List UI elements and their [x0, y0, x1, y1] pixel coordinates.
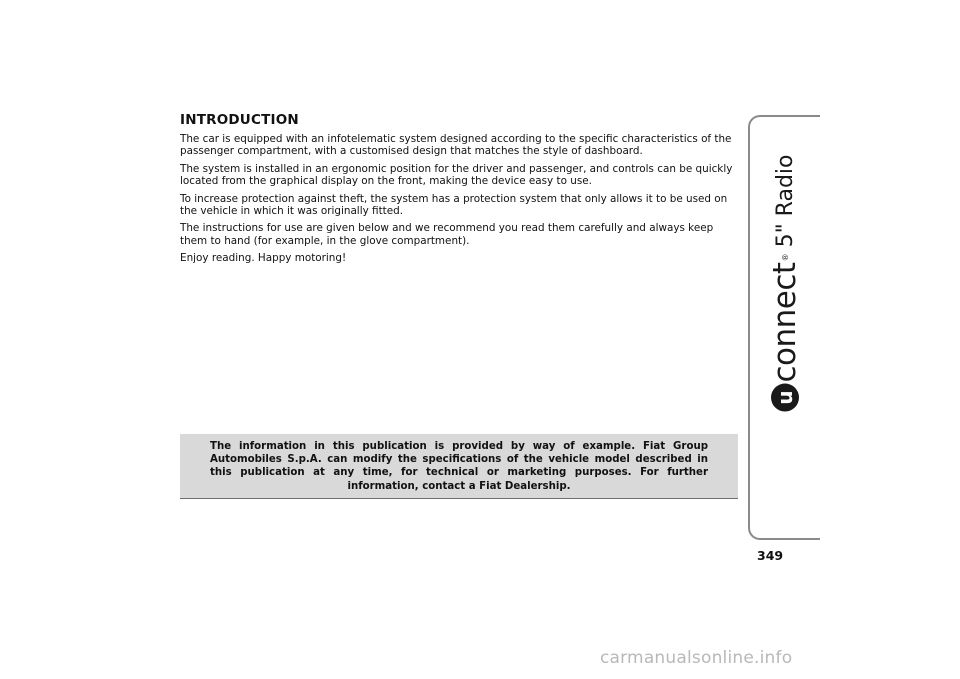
- intro-paragraph-2: The system is installed in an ergonomic position for the driver and passenger, and controls can be quickly located from the graphical display on the front, making the device easy to use.: [180, 162, 733, 188]
- brand-radio-text: 5" Radio: [772, 154, 798, 248]
- intro-paragraph-4: The instructions for use are given below and we recommend you read them carefully and always keep them to hand (for example, in the glove compartment).: [180, 222, 714, 247]
- section-heading: INTRODUCTION: [180, 112, 299, 128]
- page-number: 349: [757, 548, 784, 563]
- trademark-mark: ®: [780, 253, 790, 262]
- intro-paragraph-5: Enjoy reading. Happy motoring!: [180, 252, 347, 265]
- uconnect-logo-icon: u: [771, 384, 799, 412]
- brand-connect-text: connect: [767, 262, 803, 383]
- intro-paragraph-3: To increase protection against theft, the system has a protection system that only allows it to be used on the vehicle in which it was originally fitted.: [180, 192, 728, 218]
- introduction-section: [180, 112, 740, 270]
- disclaimer-notice: The information in this publication is provided by way of example. Fiat Group Automobiles S.p.A. can modify the specifications of the vehicle model described in this publication at any time, for technical or marketing purposes. For further information, contact a Fiat Dealership.: [180, 434, 738, 499]
- intro-paragraph-1: The car is equipped with an infotelematic system designed according to the specific characteristics of the passenger compartment, with a customised design that matches the style of dashboard.: [180, 133, 732, 158]
- uconnect-5-radio-label: [767, 154, 803, 411]
- watermark-text: carmanualsonline.info: [600, 648, 793, 668]
